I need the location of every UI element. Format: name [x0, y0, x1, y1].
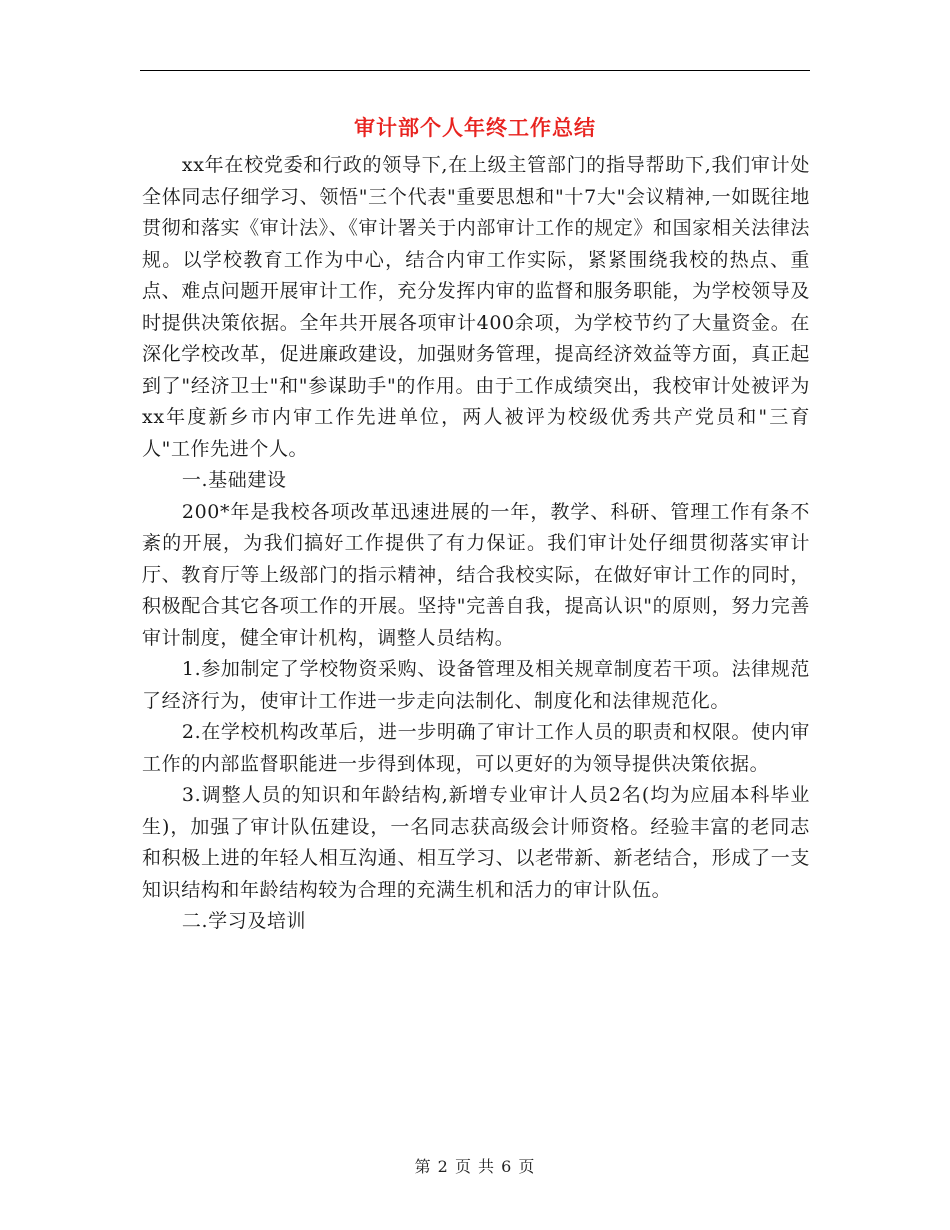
document-title: 审计部个人年终工作总结 [354, 115, 596, 140]
list-item-2: 2.在学校机构改革后，进一步明确了审计工作人员的职责和权限。使内审工作的内部监督职能进一步得到体现，可以更好的为领导提供决策依据。 [142, 721, 810, 775]
list-item-1: 1.参加制定了学校物资采购、设备管理及相关规章制度若干项。法律规范了经济行为，使审计工作进一步走向法制化、制度化和法律规范化。 [142, 658, 810, 712]
header-rule [140, 70, 810, 71]
page-number: 第 2 页 共 6 页 [414, 1157, 536, 1176]
intro-paragraph: xx年在校党委和行政的领导下,在上级主管部门的指导帮助下,我们审计处全体同志仔细学习、领悟"三个代表"重要思想和"十7大"会议精神,一如既往地贯彻和落实《审计法》、《审计署关于内部审计工作的规定》和国家相关法律法规。以学校教育工作为中心，结合内审工作实际，紧紧围绕我校的热点、重点、难点问题开展审计工作，充分发挥内审的监督和服务职能，为学校领导及时提供决策依据。全年共开展各项审计400余项，为学校节约了大量资金。在深化学校改革，促进廉政建设，加强财务管理，提高经济效益等方面，真正起到了"经济卫士"和"参谋助手"的作用。由于工作成绩突出，我校审计处被评为xx年度新乡市内审工作先进单位，两人被评为校级优秀共产党员和"三育人"工作先进个人。 [142, 154, 810, 460]
document-body [142, 150, 810, 938]
section-paragraph: 200*年是我校各项改革迅速进展的一年，教学、科研、管理工作有条不紊的开展，为我们搞好工作提供了有力保证。我们审计处仔细贯彻落实审计厅、教育厅等上级部门的指示精神，结合我校实际，在做好审计工作的同时，积极配合其它各项工作的开展。坚持"完善自我，提高认识"的原则，努力完善审计制度，健全审计机构，调整人员结构。 [142, 500, 810, 649]
list-item-3: 3.调整人员的知识和年龄结构,新增专业审计人员2名(均为应届本科毕业生)，加强了审计队伍建设，一名同志获高级会计师资格。经验丰富的老同志和积极上进的年轻人相互沟通、相互学习、以老带新、新老结合，形成了一支知识结构和年龄结构较为合理的充满生机和活力的审计队伍。 [142, 784, 810, 901]
section-heading-basic-construction: 一.基础建设 [181, 469, 287, 491]
section-heading-training: 二.学习及培训 [181, 910, 307, 932]
